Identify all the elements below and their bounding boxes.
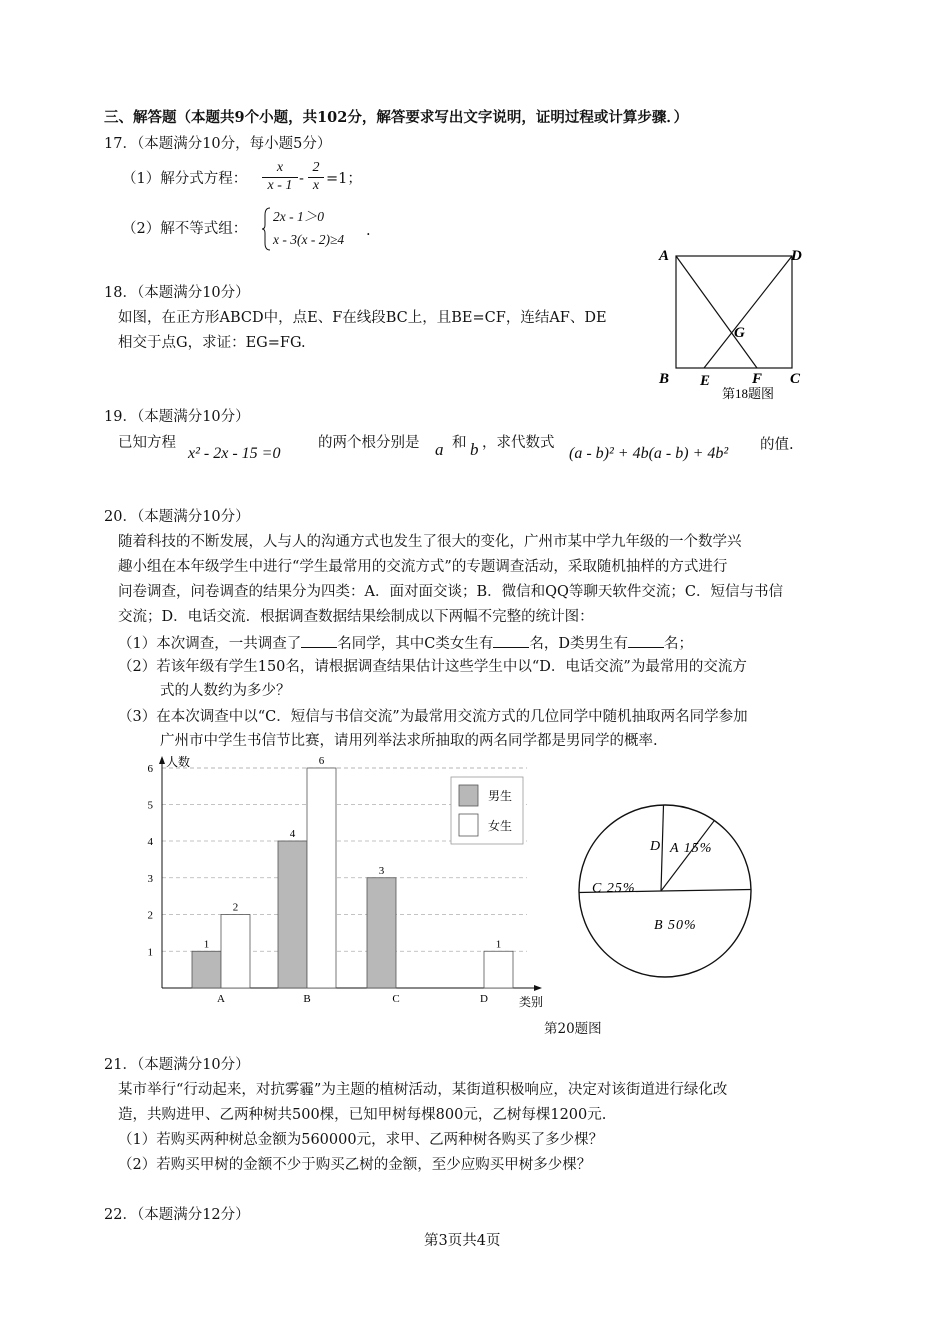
q18-heading: 18．（本题满分10分） bbox=[104, 285, 250, 301]
x-tick-label: A bbox=[217, 993, 225, 1005]
pie-slice-label-c: C 25% bbox=[592, 881, 636, 896]
square-abcd bbox=[676, 256, 792, 368]
q19-equation: x² - 2x - 15 =0 bbox=[188, 445, 281, 462]
q19-heading: 19．（本题满分10分） bbox=[104, 409, 250, 425]
point-label-f: F bbox=[752, 371, 763, 387]
q20-sub-3-line-2: 广州市中学生书信节比赛，请用列举法求所抽取的两名同学都是男同学的概率. bbox=[160, 733, 658, 749]
q21-line-2: 造，共购进甲、乙两种树共500棵，已知甲树每棵800元，乙树每棵1200元. bbox=[118, 1107, 607, 1123]
bar-value-label: 1 bbox=[203, 938, 210, 951]
q21-sub-1: （1）若购买两种树总金额为560000元，求甲、乙两种树各购买了多少棵？ bbox=[118, 1132, 604, 1148]
bar-male bbox=[367, 878, 396, 988]
q20-sub-3-line-1: （3）在本次调查中以“C．短信与书信交流”为最常用交流方式的几位同学中随机抽取两名同学参加 bbox=[118, 709, 748, 725]
system-brace-icon bbox=[262, 207, 272, 251]
answer-blank bbox=[628, 633, 664, 648]
bar-value-label: 6 bbox=[318, 755, 325, 767]
q20-figure-caption: 第20题图 bbox=[544, 1021, 602, 1037]
q17-fraction-1-num: x bbox=[276, 160, 284, 175]
point-label-b: B bbox=[659, 371, 670, 387]
q20-sub-1-a: （1）本次调查，一共调查了 bbox=[118, 636, 302, 652]
q19-tail: 的值. bbox=[760, 437, 794, 453]
q20-sub-1-b: 名同学，其中C类女生有 bbox=[337, 636, 494, 652]
bar-female bbox=[484, 951, 513, 988]
legend-swatch-female bbox=[459, 814, 478, 836]
q20-heading: 20．（本题满分10分） bbox=[104, 509, 250, 525]
q17-fraction-2-den: x bbox=[308, 177, 324, 194]
point-label-d: D bbox=[791, 248, 802, 264]
q21-heading: 21．（本题满分10分） bbox=[104, 1057, 250, 1073]
q20-sub-2-line-2: 式的人数约为多少？ bbox=[160, 683, 291, 699]
point-label-a: A bbox=[659, 248, 670, 264]
legend-label-male: 男生 bbox=[488, 789, 513, 803]
q17-part2-tail: . bbox=[366, 223, 371, 239]
q17-part1-label: （1）解分式方程： bbox=[122, 171, 248, 187]
q17-heading: 17．（本题满分10分，每小题5分） bbox=[104, 136, 332, 152]
x-axis-arrow-icon bbox=[534, 985, 542, 991]
q19-var-a: a bbox=[435, 440, 444, 459]
answer-blank bbox=[301, 633, 337, 648]
q20-pie-chart bbox=[570, 796, 760, 986]
q20-bar-chart bbox=[140, 752, 560, 1014]
bar-female bbox=[307, 768, 336, 988]
pie-slice-label-b: B 50% bbox=[654, 918, 697, 933]
q17-inequality-2: x - 3(x - 2)≥4 bbox=[273, 232, 345, 247]
q20-para-line-3: 问卷调查，问卷调查的结果分为四类：A．面对面交谈；B．微信和QQ等聊天软件交流；C．短信与书信 bbox=[118, 584, 783, 600]
q17-fraction-1 bbox=[262, 160, 298, 194]
q20-sub-2-line-1: （2）若该年级有学生150名，请根据调查结果估计这些学生中以“D．电话交流”为最常用的交流方 bbox=[118, 659, 747, 675]
y-tick-label: 2 bbox=[147, 909, 153, 922]
q17-minus: - bbox=[299, 171, 304, 187]
q19-and: 和 bbox=[452, 435, 467, 451]
point-label-c: C bbox=[790, 371, 801, 387]
page-footer: 第3页共4页 bbox=[424, 1233, 501, 1249]
y-tick-label: 6 bbox=[147, 763, 153, 775]
bar-value-label: 3 bbox=[378, 864, 385, 877]
bar-value-label: 2 bbox=[232, 901, 239, 914]
y-axis-arrow-icon bbox=[159, 756, 165, 764]
q19-var-b: b bbox=[470, 440, 479, 459]
pie-slice-label-a: A 15% bbox=[670, 841, 713, 856]
bar-male bbox=[192, 951, 221, 988]
q20-para-line-4: 交流；D．电话交流．根据调查数据结果绘制成以下两幅不完整的统计图： bbox=[118, 609, 594, 625]
y-axis-label: 人数 bbox=[166, 755, 191, 769]
q17-inequality-1: 2x - 1＞0 bbox=[273, 209, 324, 224]
y-tick-label: 5 bbox=[147, 799, 153, 812]
legend-label-female: 女生 bbox=[488, 819, 513, 833]
x-tick-label: B bbox=[303, 993, 311, 1005]
x-tick-label: C bbox=[392, 993, 400, 1005]
x-tick-label: D bbox=[480, 993, 488, 1005]
q18-square-figure bbox=[650, 240, 820, 405]
q19-pre: 已知方程 bbox=[118, 435, 176, 451]
q20-para-line-2: 趣小组在本年级学生中进行“学生最常用的交流方式”的专题调查活动，采取随机抽样的方式进行 bbox=[118, 559, 728, 575]
q21-line-1: 某市举行“行动起来，对抗雾霾”为主题的植树活动，某街道积极响应，决定对该街道进行绿化改 bbox=[118, 1082, 728, 1098]
q20-sub-1-c: 名，D类男生有 bbox=[529, 636, 628, 652]
q18-line-1: 如图，在正方形ABCD中，点E、F在线段BC上，且BE=CF，连结AF、DE bbox=[118, 310, 607, 326]
q17-fraction-2-num: 2 bbox=[312, 160, 320, 175]
pie-slice-label-d: D bbox=[650, 839, 662, 854]
q17-fraction-2 bbox=[308, 160, 324, 194]
q22-heading: 22．（本题满分12分） bbox=[104, 1207, 250, 1223]
q18-line-2: 相交于点G，求证：EG=FG. bbox=[118, 335, 306, 351]
q17-part1-tail: =1； bbox=[326, 171, 362, 187]
point-label-e: E bbox=[700, 373, 711, 389]
q20-sub-1-d: 名； bbox=[663, 636, 693, 652]
bar-value-label: 1 bbox=[495, 938, 502, 951]
y-tick-label: 4 bbox=[147, 836, 153, 848]
y-tick-label: 1 bbox=[147, 946, 153, 959]
q19-expression: (a - b)² + 4b(a - b) + 4b² bbox=[569, 445, 729, 462]
bar-value-label: 4 bbox=[289, 828, 296, 840]
q17-fraction-1-den: x - 1 bbox=[262, 177, 298, 194]
point-label-g: G bbox=[734, 325, 745, 341]
q20-sub-1 bbox=[118, 633, 693, 653]
bar-female bbox=[221, 915, 250, 989]
x-axis-label: 类别 bbox=[519, 995, 544, 1009]
answer-blank bbox=[493, 633, 529, 648]
q19-mid-1: 的两个根分别是 bbox=[318, 435, 420, 451]
q17-part2-label: （2）解不等式组： bbox=[122, 221, 248, 237]
q18-figure-caption: 第18题图 bbox=[722, 386, 775, 401]
legend-swatch-male bbox=[459, 785, 478, 806]
q20-para-line-1: 随着科技的不断发展，人与人的沟通方式也发生了很大的变化，广州市某中学九年级的一个数学兴 bbox=[118, 534, 742, 550]
q21-sub-2: （2）若购买甲树的金额不少于购买乙树的金额，至少应购买甲树多少棵？ bbox=[118, 1157, 592, 1173]
y-tick-label: 3 bbox=[147, 872, 153, 885]
bar-male bbox=[278, 841, 307, 988]
section-heading: 三、解答题（本题共9个小题，共102分，解答要求写出文字说明，证明过程或计算步骤．） bbox=[104, 109, 689, 126]
q19-mid-2: ，求代数式 bbox=[482, 435, 555, 451]
